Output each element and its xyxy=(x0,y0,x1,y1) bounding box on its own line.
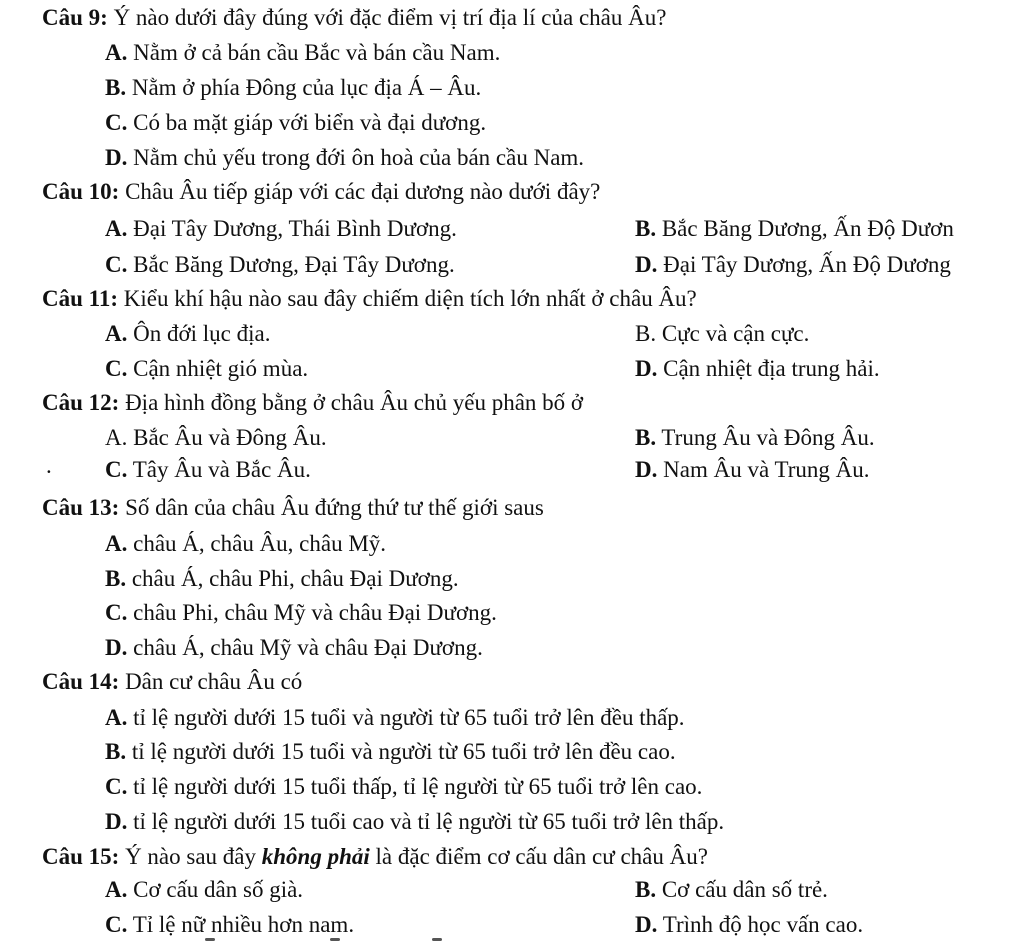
cut-off-glyph xyxy=(205,938,215,941)
question-label: Câu 15: xyxy=(42,844,120,869)
option-15c xyxy=(105,911,354,939)
option-key: C. xyxy=(105,356,128,381)
option-key: A. xyxy=(105,531,128,556)
option-text: Bắc Băng Dương, Đại Tây Dương. xyxy=(127,252,455,277)
option-10b xyxy=(635,215,954,243)
option-10a xyxy=(105,215,457,243)
option-text: Trung Âu và Đông Âu. xyxy=(656,425,875,450)
option-key: C. xyxy=(105,110,128,135)
option-text: Tỉ lệ nữ nhiều hơn nam. xyxy=(127,912,355,937)
option-text: tỉ lệ người dưới 15 tuổi cao và tỉ lệ người từ 65 tuổi trở lên thấp. xyxy=(127,809,725,834)
option-text: Cận nhiệt gió mùa. xyxy=(127,356,309,381)
option-9c xyxy=(105,109,486,137)
question-text: Ý nào dưới đây đúng với đặc điểm vị trí địa lí của châu Âu? xyxy=(107,5,667,30)
cut-off-next-line xyxy=(0,936,1024,948)
option-text: châu Á, châu Phi, châu Đại Dương. xyxy=(126,566,459,591)
cut-off-glyph xyxy=(432,938,442,941)
stray-mark: . xyxy=(46,453,52,478)
option-key: B. xyxy=(105,566,127,591)
question-label: Câu 14: xyxy=(42,669,120,694)
question-text: Châu Âu tiếp giáp với các đại dương nào dưới đây? xyxy=(119,179,601,204)
question-text: Địa hình đồng bằng ở châu Âu chủ yếu phân bố ở xyxy=(119,390,584,415)
option-key: D. xyxy=(635,252,658,277)
question-label: Câu 12: xyxy=(42,390,120,415)
option-key: D. xyxy=(105,145,128,170)
option-text: Cơ cấu dân số già. xyxy=(127,877,304,902)
option-9b xyxy=(105,74,481,102)
option-text: Bắc Âu và Đông Âu. xyxy=(127,425,327,450)
option-12a xyxy=(105,424,327,452)
option-text: Bắc Băng Dương, Ấn Độ Dươn xyxy=(656,216,954,241)
question-14 xyxy=(42,668,302,696)
option-text: Trình độ học vấn cao. xyxy=(657,912,864,937)
option-9d xyxy=(105,144,584,172)
option-key: A. xyxy=(105,321,128,346)
option-key: B. xyxy=(635,216,657,241)
question-9 xyxy=(42,4,666,32)
option-12b xyxy=(635,424,875,452)
option-key: B. xyxy=(105,739,127,764)
option-14a xyxy=(105,704,685,732)
question-11 xyxy=(42,285,697,313)
option-text: Nằm ở cả bán cầu Bắc và bán cầu Nam. xyxy=(127,40,501,65)
option-text: Cực và cận cực. xyxy=(656,321,810,346)
option-text: Cơ cấu dân số trẻ. xyxy=(656,877,828,902)
option-key: A. xyxy=(105,40,128,65)
option-15a xyxy=(105,876,303,904)
option-key: C. xyxy=(105,457,128,482)
question-12 xyxy=(42,389,583,417)
cut-off-glyph xyxy=(330,938,340,941)
option-text: Tây Âu và Bắc Âu. xyxy=(127,457,311,482)
option-key: A. xyxy=(105,705,128,730)
option-key: B. xyxy=(635,321,657,346)
option-text: châu Á, châu Mỹ và châu Đại Dương. xyxy=(127,635,483,660)
option-text: Nằm ở phía Đông của lục địa Á – Âu. xyxy=(126,75,482,100)
option-10c xyxy=(105,251,455,279)
option-key: C. xyxy=(105,600,128,625)
option-11d xyxy=(635,355,880,383)
question-label: Câu 9: xyxy=(42,5,108,30)
option-key: C. xyxy=(105,774,128,799)
question-15 xyxy=(42,843,708,871)
option-key: B. xyxy=(105,75,127,100)
option-text: tỉ lệ người dưới 15 tuổi và người từ 65 tuổi trở lên đều thấp. xyxy=(127,705,685,730)
option-text: Đại Tây Dương, Ấn Độ Dương xyxy=(657,252,951,277)
question-text: Kiểu khí hậu nào sau đây chiếm diện tích lớn nhất ở châu Âu? xyxy=(118,286,697,311)
option-text: châu Phi, châu Mỹ và châu Đại Dương. xyxy=(127,600,497,625)
option-text: Ôn đới lục địa. xyxy=(127,321,271,346)
option-14c xyxy=(105,773,702,801)
option-key: C. xyxy=(105,912,128,937)
option-12d xyxy=(635,456,870,484)
option-text: Đại Tây Dương, Thái Bình Dương. xyxy=(127,216,457,241)
option-key: A. xyxy=(105,425,128,450)
option-15d xyxy=(635,911,863,939)
option-key: D. xyxy=(105,635,128,660)
question-label: Câu 13: xyxy=(42,495,120,520)
question-text-after: là đặc điểm cơ cấu dân cư châu Âu? xyxy=(369,844,708,869)
option-14b xyxy=(105,738,676,766)
option-14d xyxy=(105,808,724,836)
option-text: Cận nhiệt địa trung hải. xyxy=(657,356,880,381)
option-10d xyxy=(635,251,951,279)
option-key: D. xyxy=(635,912,658,937)
option-11b xyxy=(635,320,809,348)
option-text: tỉ lệ người dưới 15 tuổi thấp, tỉ lệ người từ 65 tuổi trở lên cao. xyxy=(127,774,703,799)
option-13c xyxy=(105,599,497,627)
question-label: Câu 10: xyxy=(42,179,120,204)
option-text: Nằm chủ yếu trong đới ôn hoà của bán cầu Nam. xyxy=(127,145,585,170)
option-key: A. xyxy=(105,216,128,241)
option-15b xyxy=(635,876,828,904)
option-11c xyxy=(105,355,308,383)
question-13 xyxy=(42,494,544,522)
option-13d xyxy=(105,634,483,662)
option-text: Có ba mặt giáp với biển và đại dương. xyxy=(127,110,487,135)
question-text-before: Ý nào sau đây xyxy=(119,844,262,869)
question-10 xyxy=(42,178,600,206)
question-text: Dân cư châu Âu có xyxy=(119,669,303,694)
option-key: D. xyxy=(635,457,658,482)
option-11a xyxy=(105,320,271,348)
question-emphasis: không phải xyxy=(261,844,370,869)
option-13a xyxy=(105,530,386,558)
option-13b xyxy=(105,565,459,593)
option-key: B. xyxy=(635,425,657,450)
option-key: D. xyxy=(105,809,128,834)
option-key: D. xyxy=(635,356,658,381)
option-key: A. xyxy=(105,877,128,902)
option-9a xyxy=(105,39,500,67)
option-text: Nam Âu và Trung Âu. xyxy=(657,457,870,482)
question-label: Câu 11: xyxy=(42,286,119,311)
option-text: châu Á, châu Âu, châu Mỹ. xyxy=(127,531,387,556)
option-text: tỉ lệ người dưới 15 tuổi và người từ 65 tuổi trở lên đều cao. xyxy=(126,739,676,764)
option-key: C. xyxy=(105,252,128,277)
option-12c xyxy=(105,456,311,484)
option-key: B. xyxy=(635,877,657,902)
question-text: Số dân của châu Âu đứng thứ tư thế giới saus xyxy=(119,495,544,520)
